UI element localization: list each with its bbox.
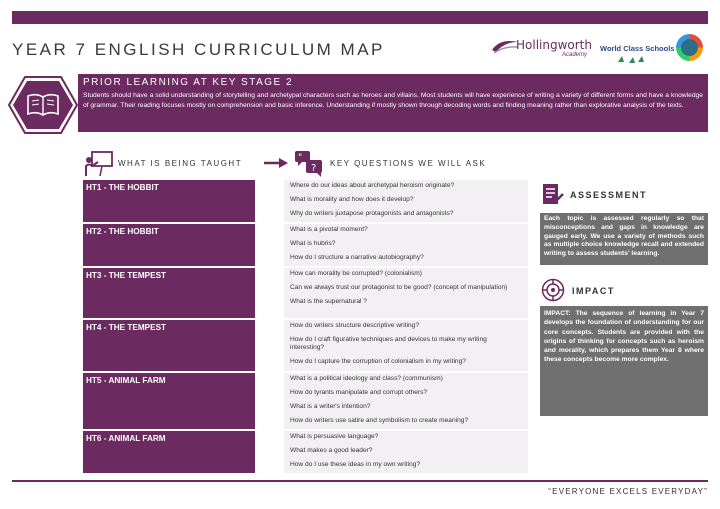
term-block-ht6 <box>83 431 255 473</box>
taught-heading: WHAT IS BEING TAUGHT <box>118 159 243 168</box>
question-item: What is a writer's intention? <box>290 403 371 410</box>
term-title: HT4 - THE TEMPEST <box>86 323 167 332</box>
prior-learning-heading: PRIOR LEARNING AT KEY STAGE 2 <box>83 77 294 88</box>
question-item: What is hubris? <box>290 240 336 247</box>
teacher-board-icon <box>84 150 114 178</box>
questions-heading: KEY QUESTIONS WE WILL ASK <box>330 159 487 168</box>
speech-bubbles-icon <box>294 150 324 178</box>
assessment-heading: ASSESSMENT <box>570 190 648 200</box>
impact-panel <box>540 306 708 416</box>
badge-logo-icon <box>676 34 703 61</box>
term-title: HT2 - THE HOBBIT <box>86 227 159 236</box>
top-banner <box>12 11 708 24</box>
questions-block-ht6 <box>284 431 528 473</box>
question-item: How do I craft figurative techniques and devices to make my writing interesting? <box>290 336 487 352</box>
impact-text: IMPACT: The sequence of learning in Year 7 develops the foundation of understanding for our core concepts. Students are provided with the origins of thinking for concepts such as heroism and morality, which prepares them Year 8 where these concepts become more complex. <box>544 310 704 364</box>
question-item: What is the supernatural ? <box>290 298 367 305</box>
question-item: What is morality and how does it develop? <box>290 196 414 203</box>
questions-block-ht4 <box>284 320 528 371</box>
svg-text:": " <box>298 153 303 163</box>
questions-block-ht1 <box>284 180 528 222</box>
hollingworth-logo-text: Hollingworth <box>516 38 592 52</box>
term-title: HT5 - ANIMAL FARM <box>86 376 166 385</box>
question-item: Why do writers juxtapose protagonists and antagonists? <box>290 210 454 217</box>
book-hexagon-icon <box>8 76 78 134</box>
world-class-schools-logo: World Class Schools <box>600 44 675 53</box>
logos <box>490 32 710 68</box>
checklist-icon <box>541 182 565 206</box>
term-block-ht2 <box>83 224 255 266</box>
question-item: How do I capture the corruption of colonialism in my writing? <box>290 358 466 366</box>
leaves-icon <box>616 54 646 64</box>
term-block-ht1 <box>83 180 255 222</box>
term-title: HT3 - THE TEMPEST <box>86 271 167 280</box>
term-block-ht4 <box>83 320 255 371</box>
term-block-ht5 <box>83 373 255 429</box>
term-title: HT1 - THE HOBBIT <box>86 183 159 192</box>
term-title: HT6 - ANIMAL FARM <box>86 434 166 443</box>
prior-learning-panel <box>78 74 708 132</box>
page-title: YEAR 7 ENGLISH CURRICULUM MAP <box>12 40 385 59</box>
question-item: What is persuasive language? <box>290 433 379 440</box>
prior-learning-text: Students should have a solid understanding of storytelling and archetypal characters such as heroes and villains. Most students will have experience of writing a variety of different forms and have a knowledge of grammar. Their reading focuses mostly on comprehension and basic inference. Understanding if mostly shown through decoding words and finding meaning rather than explorative analysis of the texts. <box>83 92 703 109</box>
impact-target-icon <box>541 278 565 302</box>
question-item: How do I structure a narrative autobiography? <box>290 254 424 261</box>
question-item: What makes a good leader? <box>290 447 373 454</box>
question-item: How do tyrants manipulate and corrupt others? <box>290 389 428 396</box>
assessment-panel <box>540 213 708 265</box>
question-item: How do writers use satire and symbolism to create meaning? <box>290 417 469 424</box>
questions-block-ht2 <box>284 224 528 266</box>
school-motto: “EVERYONE EXCELS EVERYDAY” <box>548 487 708 496</box>
impact-heading: IMPACT <box>572 286 615 296</box>
question-item: What is a political ideology and class? (communism) <box>290 375 443 382</box>
term-block-ht3 <box>83 268 255 318</box>
question-item: What is a pivotal moment? <box>290 226 368 233</box>
question-item: Where do our ideas about archetypal heroism originate? <box>290 182 455 189</box>
question-item: How can morality be corrupted? (colonialism) <box>290 270 422 277</box>
svg-text:?: ? <box>311 163 317 174</box>
assessment-text: Each topic is assessed regularly so that misconceptions and gaps in knowledge are gauged early. We use a variety of methods such as multiple choice knowledge recall and extended writing to assess students' learning. <box>544 215 704 258</box>
footer-divider <box>12 480 708 482</box>
question-item: Can we always trust our protagonist to be good? (concept of manipulation) <box>290 284 508 291</box>
arrow-right-icon <box>264 157 288 169</box>
question-item: How do writers structure descriptive writing? <box>290 322 419 329</box>
academy-logo-text: Academy <box>562 52 588 58</box>
questions-block-ht5 <box>284 373 528 429</box>
questions-block-ht3 <box>284 268 528 318</box>
question-item: How do I use these ideas in my own writing? <box>290 461 421 468</box>
